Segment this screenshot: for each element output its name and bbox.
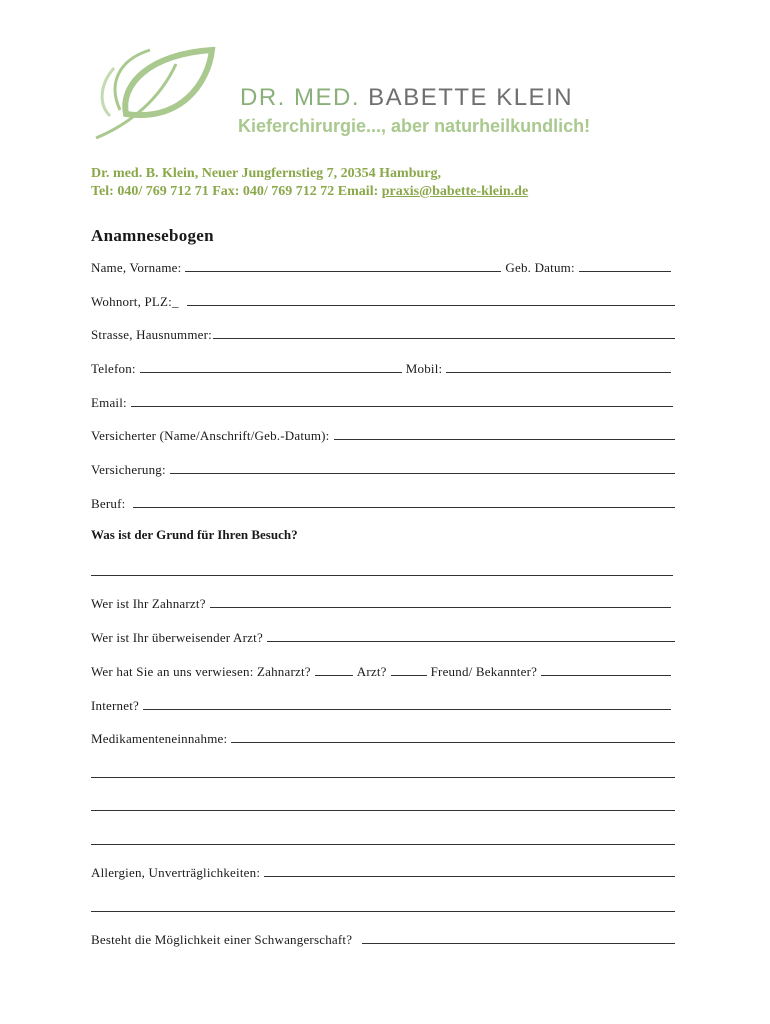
insured-field[interactable] bbox=[334, 439, 676, 440]
referred-friend-label: Freund/ Bekannter? bbox=[430, 664, 538, 679]
birthdate-field[interactable] bbox=[579, 271, 671, 272]
street-field[interactable] bbox=[213, 338, 675, 339]
referred-doctor-label: Arzt? bbox=[356, 664, 387, 679]
pregnancy-label: Besteht die Möglichkeit einer Schwangerschaft? bbox=[91, 932, 353, 947]
residence-field[interactable] bbox=[187, 305, 675, 306]
phone-label: Telefon: bbox=[91, 361, 136, 376]
medication-field[interactable] bbox=[231, 742, 675, 743]
medication-row bbox=[91, 727, 675, 747]
occupation-row bbox=[91, 492, 675, 512]
referring-doctor-row bbox=[91, 626, 675, 646]
medication-field-line-3[interactable] bbox=[91, 810, 675, 811]
brand-prefix: DR. MED. bbox=[240, 84, 360, 111]
dentist-label: Wer ist Ihr Zahnarzt? bbox=[91, 596, 206, 611]
referring-doctor-field[interactable] bbox=[267, 641, 675, 642]
street-row bbox=[91, 323, 675, 343]
occupation-label: Beruf: bbox=[91, 496, 126, 511]
referred-dentist-field[interactable] bbox=[315, 675, 353, 676]
leaf-icon bbox=[90, 44, 220, 142]
medication-field-line-2[interactable] bbox=[91, 777, 675, 778]
insurance-field[interactable] bbox=[170, 473, 675, 474]
occupation-field[interactable] bbox=[133, 507, 675, 508]
phone-field[interactable] bbox=[140, 372, 402, 373]
dentist-row bbox=[91, 592, 675, 612]
referring-doctor-label: Wer ist Ihr überweisender Arzt? bbox=[91, 630, 263, 645]
residence-row bbox=[91, 290, 675, 310]
mobile-label: Mobil: bbox=[405, 361, 443, 376]
dentist-field[interactable] bbox=[210, 607, 671, 608]
insured-row bbox=[91, 424, 675, 444]
contact-line bbox=[91, 183, 528, 201]
email-label: Email: bbox=[91, 395, 127, 410]
form-title: Anamnesebogen bbox=[91, 226, 214, 245]
pregnancy-row bbox=[91, 928, 675, 948]
allergies-label: Allergien, Unverträglichkeiten: bbox=[91, 865, 261, 880]
pregnancy-field[interactable] bbox=[362, 943, 675, 944]
referred-friend-field[interactable] bbox=[541, 675, 671, 676]
phone-fax-text: Tel: 040/ 769 712 71 Fax: 040/ 769 712 72 Email: bbox=[91, 184, 379, 199]
referred-by-row bbox=[91, 660, 675, 680]
brand-surname: BABETTE KLEIN bbox=[368, 84, 574, 111]
visit-reason-question: Was ist der Grund für Ihren Besuch? bbox=[91, 527, 298, 542]
email-field[interactable] bbox=[131, 406, 673, 407]
phone-row bbox=[91, 357, 675, 377]
referred-dentist-label: Wer hat Sie an uns verwiesen: Zahnarzt? bbox=[91, 664, 311, 679]
allergies-field[interactable] bbox=[264, 876, 675, 877]
mobile-field[interactable] bbox=[446, 372, 671, 373]
internet-label: Internet? bbox=[91, 698, 139, 713]
name-label: Name, Vorname: bbox=[91, 260, 182, 275]
insurance-row bbox=[91, 458, 675, 478]
name-row bbox=[91, 256, 675, 276]
address-line: Dr. med. B. Klein, Neuer Jungfernstieg 7, 20354 Hamburg, bbox=[91, 166, 441, 181]
name-field[interactable] bbox=[185, 271, 501, 272]
practice-address bbox=[91, 165, 528, 201]
referred-doctor-field[interactable] bbox=[391, 675, 427, 676]
insurance-label: Versicherung: bbox=[91, 462, 166, 477]
residence-label: Wohnort, PLZ:_ bbox=[91, 294, 179, 309]
brand-tagline: Kieferchirurgie..., aber naturheilkundlich! bbox=[238, 116, 591, 136]
visit-reason-field[interactable] bbox=[91, 575, 673, 576]
internet-row bbox=[91, 694, 675, 714]
birthdate-label: Geb. Datum: bbox=[505, 260, 575, 275]
email-row bbox=[91, 391, 675, 411]
insured-label: Versicherter (Name/Anschrift/Geb.-Datum): bbox=[91, 428, 330, 443]
allergies-row bbox=[91, 861, 675, 881]
email-link[interactable]: praxis@babette-klein.de bbox=[381, 184, 529, 199]
internet-field[interactable] bbox=[143, 709, 671, 710]
street-label: Strasse, Hausnummer: bbox=[91, 327, 212, 342]
medication-label: Medikamenteneinnahme: bbox=[91, 731, 228, 746]
brand-name bbox=[240, 84, 573, 112]
medication-field-line-4[interactable] bbox=[91, 844, 675, 845]
allergies-field-line-2[interactable] bbox=[91, 911, 675, 912]
